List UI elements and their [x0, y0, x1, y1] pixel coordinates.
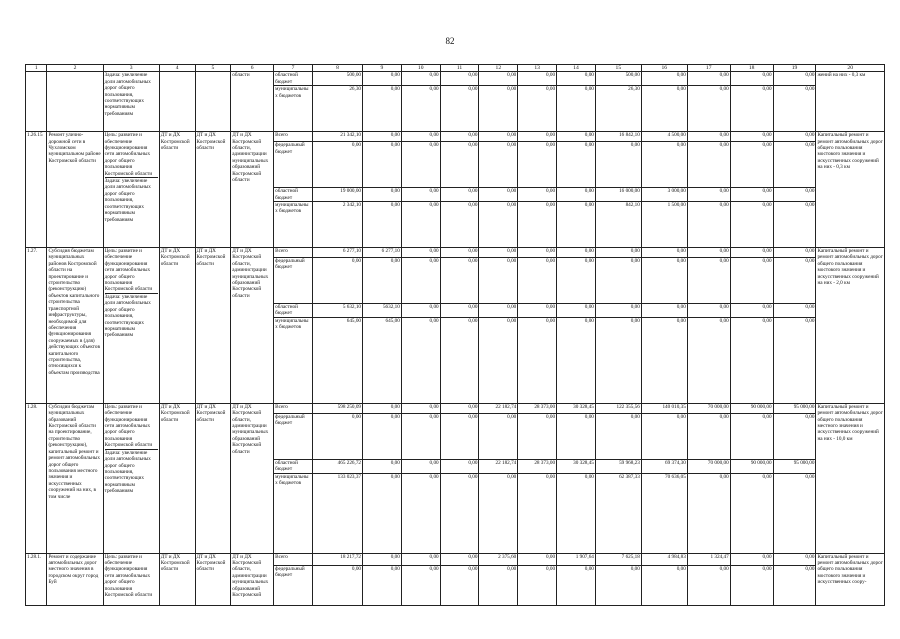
amount-cell: 0,00	[401, 202, 440, 248]
amount-cell: 0,00	[687, 248, 730, 258]
amount-cell: 0,00	[557, 473, 596, 553]
entry-name-cell: Ремонт и содержание автомобильных дорог местного значения в городском округ город Буй	[47, 553, 103, 605]
amount-cell: 0,00	[641, 72, 687, 86]
entry-number-cell: 1.28.	[26, 403, 47, 553]
amount-cell: 16 842,10	[595, 132, 641, 142]
amount-cell: 18 217,72	[312, 553, 362, 565]
funding-source-cell: Всего	[274, 403, 313, 413]
amount-cell: 0,00	[687, 202, 730, 248]
amount-cell: 0,00	[479, 132, 518, 142]
funding-source-cell: федеральный бюджет	[274, 565, 313, 605]
table-row	[26, 248, 885, 258]
amount-cell: 0,00	[479, 473, 518, 553]
amount-cell: 0,00	[363, 132, 402, 142]
amount-cell: 0,00	[773, 258, 816, 304]
result-cell: Капитальный ремонт и ремонт автомобильных дорог общего пользования мостового значения и искусственных сооружений на них - 2,0 км	[816, 248, 885, 404]
amount-cell: 133 023,37	[312, 473, 362, 553]
amount-cell: 0,00	[730, 72, 773, 86]
column-number-cell: 8	[312, 65, 362, 72]
amount-cell: 0,00	[730, 258, 773, 304]
result-cell: Капитальный ремонт и ремонт автомобильных дорог общего пользования мостового значения и искусственных сооружений на них - 0,3 км	[816, 132, 885, 248]
amount-cell: 0,00	[363, 565, 402, 605]
amount-cell: 0,00	[773, 142, 816, 188]
amount-cell: 0,00	[363, 553, 402, 565]
amount-cell: 90 000,00	[730, 403, 773, 413]
amount-cell: 0,00	[312, 565, 362, 605]
coexecutor-cell	[195, 72, 231, 132]
goal-task-cell	[103, 553, 159, 605]
amount-cell: 0,00	[595, 258, 641, 304]
amount-cell: 22 182,74	[479, 403, 518, 413]
amount-cell: 0,00	[363, 459, 402, 473]
amount-cell: 0,00	[557, 248, 596, 258]
amount-cell: 0,00	[730, 473, 773, 553]
amount-cell: 0,00	[595, 142, 641, 188]
amount-cell: 0,00	[363, 258, 402, 304]
amount-cell: 22 182,74	[479, 459, 518, 473]
amount-cell: 0,00	[401, 304, 440, 318]
amount-cell: 140 010,35	[641, 403, 687, 413]
amount-cell: 0,00	[479, 258, 518, 304]
amount-cell: 0,00	[687, 565, 730, 605]
amount-cell: 0,00	[440, 553, 479, 565]
column-number-row	[26, 65, 885, 72]
amount-cell: 0,00	[730, 248, 773, 258]
goal-text: Цель: развитие и обеспечение функционирования сети автомобильных дорог общего пользования Костромской области	[104, 132, 153, 177]
amount-cell: 0,00	[401, 248, 440, 258]
funding-source-cell: муниципальных бюджетов	[274, 86, 313, 132]
amount-cell: 0,00	[479, 248, 518, 258]
goal-task-cell	[103, 248, 159, 404]
amount-cell: 0,00	[401, 473, 440, 553]
amount-cell: 0,00	[518, 132, 557, 142]
amount-cell: 0,00	[730, 202, 773, 248]
amount-cell: 0,00	[479, 202, 518, 248]
amount-cell: 0,00	[312, 142, 362, 188]
amount-cell: 0,00	[440, 248, 479, 258]
entry-name-cell: Субсидии бюджетам муниципальных образований Костромской области на проектирование, строительство (реконструкцию), капитальный ремонт и ремонт автомобильных дорог общего пользования местного значения и искусственных сооружений на них, в том числе	[47, 403, 103, 553]
goal-task-cell: Задача: увеличение доли автомобильных дорог общего пользования, соответствующих нормативным требованиям	[103, 72, 159, 132]
amount-cell: 0,00	[687, 72, 730, 86]
amount-cell: 3 000,00	[641, 188, 687, 202]
amount-cell: 0,00	[363, 202, 402, 248]
amount-cell: 2 375,60	[479, 553, 518, 565]
amount-cell: 0,00	[773, 86, 816, 132]
amount-cell: 0,00	[440, 258, 479, 304]
amount-cell: 0,00	[557, 202, 596, 248]
amount-cell: 0,00	[479, 413, 518, 459]
amount-cell: 0,00	[641, 304, 687, 318]
amount-cell: 0,00	[557, 304, 596, 318]
page-number: 82	[445, 36, 455, 46]
executor-cell: ДТ и ДХ Костромской области	[159, 403, 195, 553]
funding-source-cell: областной бюджет	[274, 72, 313, 86]
amount-cell: 16 000,00	[595, 188, 641, 202]
funding-source-cell: Всего	[274, 248, 313, 258]
amount-cell: 0,00	[401, 188, 440, 202]
coexecutor-cell: ДТ и ДХ Костромской области	[195, 132, 231, 248]
executor-cell	[159, 72, 195, 132]
goal-task-cell	[103, 403, 159, 553]
goal-text: Цель: развитие и обеспечение функционирования сети автомобильных дорог общего пользования Костромской области	[104, 403, 153, 449]
amount-cell: 59 968,23	[595, 459, 641, 473]
amount-cell: 0,00	[641, 248, 687, 258]
amount-cell: 0,00	[557, 317, 596, 403]
amount-cell: 0,00	[773, 248, 816, 258]
result-cell: Капитальный ремонт и ремонт автомобильных дорог общего пользования местного значения и искусственных сооружений на них - 10,0 км	[816, 403, 885, 553]
amount-cell: 62 387,33	[595, 473, 641, 553]
amount-cell: 90 000,00	[730, 459, 773, 473]
amount-cell: 0,00	[595, 304, 641, 318]
entry-name-cell: Ремонт улично-дорожной сети в Чухломском муниципальном районе Костромской области	[47, 132, 103, 248]
amount-cell: 26,30	[312, 86, 362, 132]
column-number-cell: 5	[195, 65, 231, 72]
amount-cell: 0,00	[401, 317, 440, 403]
column-number-cell: 6	[231, 65, 274, 72]
name-cell	[47, 72, 103, 132]
participant-cell: ДТ и ДХ Костромской области, администрации муниципальных образований Костромской области	[231, 132, 274, 248]
amount-cell: 0,00	[641, 413, 687, 459]
amount-cell: 0,00	[730, 86, 773, 132]
num-cell	[26, 72, 47, 132]
amount-cell: 0,00	[440, 86, 479, 132]
amount-cell: 0,00	[440, 473, 479, 553]
table-row	[26, 403, 885, 413]
column-number-cell: 13	[518, 65, 557, 72]
amount-cell: 0,00	[518, 565, 557, 605]
entry-name-cell: Субсидия бюджетам муниципальных районов Костромской области на проектирование и строительство (реконструкцию) объектов капитального строительства транспортной инфраструктуры, необходимой для обеспечения функционирования сооружаемых в (для) действующих объектов капитального строительства, относящихся к объектам производства	[47, 248, 103, 404]
amount-cell: 500,00	[595, 72, 641, 86]
result-cell: жений на них - 0,3 км	[816, 72, 885, 132]
amount-cell: 0,00	[773, 317, 816, 403]
executor-cell: ДТ и ДХ Костромской области	[159, 132, 195, 248]
amount-cell: 0,00	[363, 473, 402, 553]
amount-cell: 0,00	[518, 473, 557, 553]
participant-cell: ДТ и ДХ Костромской области, администрации муниципальных образований Костромской	[231, 553, 274, 605]
amount-cell: 0,00	[557, 565, 596, 605]
amount-cell: 0,00	[440, 565, 479, 605]
amount-cell: 0,00	[687, 142, 730, 188]
amount-cell: 0,00	[518, 72, 557, 86]
amount-cell: 0,00	[518, 142, 557, 188]
amount-cell: 0,00	[440, 459, 479, 473]
amount-cell: 0,00	[557, 188, 596, 202]
amount-cell: 0,00	[687, 413, 730, 459]
amount-cell: 0,00	[687, 132, 730, 142]
coexecutor-cell: ДТ и ДХ Костромской области	[195, 248, 231, 404]
column-number-cell: 4	[159, 65, 195, 72]
column-number-cell: 10	[401, 65, 440, 72]
amount-cell: 0,00	[641, 258, 687, 304]
amount-cell: 0,00	[440, 317, 479, 403]
amount-cell: 0,00	[312, 258, 362, 304]
executor-cell: ДТ и ДХ Костромской области	[159, 248, 195, 404]
amount-cell: 0,00	[401, 553, 440, 565]
amount-cell: 0,00	[595, 413, 641, 459]
goal-text: Цель: развитие и обеспечение функционирования сети автомобильных дорог общего пользования Костромской области	[104, 553, 153, 599]
amount-cell: 0,00	[557, 142, 596, 188]
amount-cell: 0,00	[557, 132, 596, 142]
amount-cell: 0,00	[363, 72, 402, 86]
amount-cell: 0,00	[687, 304, 730, 318]
amount-cell: 122 355,56	[595, 403, 641, 413]
amount-cell: 0,00	[401, 132, 440, 142]
amount-cell: 0,00	[401, 413, 440, 459]
amount-cell: 0,00	[440, 403, 479, 413]
amount-cell: 95 000,00	[773, 459, 816, 473]
amount-cell: 0,00	[557, 72, 596, 86]
amount-cell: 0,00	[363, 403, 402, 413]
amount-cell: 0,00	[518, 248, 557, 258]
amount-cell: 465 226,72	[312, 459, 362, 473]
funding-source-cell: Всего	[274, 553, 313, 565]
amount-cell: 0,00	[518, 86, 557, 132]
amount-cell: 0,00	[730, 142, 773, 188]
amount-cell: 0,00	[401, 403, 440, 413]
amount-cell: 0,00	[518, 553, 557, 565]
column-number-cell: 7	[274, 65, 313, 72]
amount-cell: 0,00	[687, 258, 730, 304]
amount-cell: 0,00	[773, 72, 816, 86]
task-text: Задача: увеличение доли автомобильных дорог общего пользования, соответствующих нормативным требованиям	[105, 449, 158, 495]
entry-number-cell: 1.26.15	[26, 132, 47, 248]
amount-cell: 4 500,00	[641, 132, 687, 142]
goal-task-cell	[103, 132, 159, 248]
amount-cell: 0,00	[401, 86, 440, 132]
amount-cell: 0,00	[440, 72, 479, 86]
program-table	[25, 64, 885, 606]
column-number-cell: 18	[730, 65, 773, 72]
amount-cell: 0,00	[479, 86, 518, 132]
column-number-cell: 2	[47, 65, 103, 72]
amount-cell: 0,00	[557, 86, 596, 132]
amount-cell: 598 250,09	[312, 403, 362, 413]
amount-cell: 0,00	[773, 553, 816, 565]
amount-cell: 0,00	[401, 142, 440, 188]
funding-source-cell: муниципальных бюджетов	[274, 473, 313, 553]
amount-cell: 2 342,10	[312, 202, 362, 248]
amount-cell: 5632,10	[363, 304, 402, 318]
amount-cell: 0,00	[730, 304, 773, 318]
table-row	[26, 72, 885, 86]
funding-source-cell: областной бюджет	[274, 188, 313, 202]
amount-cell: 0,00	[557, 258, 596, 304]
entry-number-cell: 1.27.	[26, 248, 47, 404]
coexecutor-cell: ДТ и ДХ Костромской области	[195, 553, 231, 605]
amount-cell: 6 277,10	[363, 248, 402, 258]
participant-cell: ДТ и ДХ Костромской области, администрации муниципальных образований Костромской области	[231, 248, 274, 404]
participant-cell: области	[231, 72, 274, 132]
amount-cell: 0,00	[440, 188, 479, 202]
task-text: Задача: увеличение доли автомобильных дорог общего пользования, соответствующих нормативным требованиям	[105, 177, 158, 223]
amount-cell: 0,00	[730, 413, 773, 459]
amount-cell: 0,00	[440, 132, 479, 142]
amount-cell: 0,00	[773, 565, 816, 605]
amount-cell: 0,00	[595, 565, 641, 605]
amount-cell: 70 000,00	[687, 459, 730, 473]
amount-cell: 1 324,47	[687, 553, 730, 565]
column-number-cell: 1	[26, 65, 47, 72]
funding-source-cell: федеральный бюджет	[274, 413, 313, 459]
funding-source-cell: муниципальных бюджетов	[274, 317, 313, 403]
amount-cell: 21 342,10	[312, 132, 362, 142]
column-number-cell: 20	[816, 65, 885, 72]
amount-cell: 645,00	[363, 317, 402, 403]
task-text: Задача: увеличение доли автомобильных дорог общего пользования, соответствующих нормативным требованиям	[105, 293, 158, 339]
goal-text: Цель: развитие и обеспечение функционирования сети автомобильных дорог общего пользования Костромской области	[104, 248, 153, 293]
amount-cell: 19 000,00	[312, 188, 362, 202]
amount-cell: 0,00	[479, 304, 518, 318]
amount-cell: 0,00	[773, 202, 816, 248]
amount-cell: 0,00	[479, 188, 518, 202]
funding-source-cell: областной бюджет	[274, 304, 313, 318]
amount-cell: 0,00	[518, 258, 557, 304]
amount-cell: 28 373,00	[518, 403, 557, 413]
amount-cell: 0,00	[730, 317, 773, 403]
table-row	[26, 553, 885, 565]
amount-cell: 645,00	[312, 317, 362, 403]
amount-cell: 70 000,00	[687, 403, 730, 413]
amount-cell: 30 328,45	[557, 459, 596, 473]
amount-cell: 0,00	[518, 304, 557, 318]
result-cell: Капитальный ремонт и ремонт автомобильных дорог общего пользования мостового значения и искусственных соору-	[816, 553, 885, 605]
amount-cell: 0,00	[312, 413, 362, 459]
amount-cell: 0,00	[773, 413, 816, 459]
funding-source-cell: областной бюджет	[274, 459, 313, 473]
amount-cell: 0,00	[401, 459, 440, 473]
funding-source-cell: федеральный бюджет	[274, 142, 313, 188]
amount-cell: 7 625,18	[595, 553, 641, 565]
funding-source-cell: муниципальных бюджетов	[274, 202, 313, 248]
amount-cell: 0,00	[479, 565, 518, 605]
amount-cell: 26,30	[595, 86, 641, 132]
amount-cell: 0,00	[595, 248, 641, 258]
column-number-cell: 14	[557, 65, 596, 72]
column-number-cell: 11	[440, 65, 479, 72]
amount-cell: 70 636,05	[641, 473, 687, 553]
amount-cell: 0,00	[363, 413, 402, 459]
amount-cell: 0,00	[518, 188, 557, 202]
amount-cell: 30 328,45	[557, 403, 596, 413]
amount-cell: 0,00	[730, 132, 773, 142]
executor-cell: ДТ и ДХ Костромской области	[159, 553, 195, 605]
amount-cell: 0,00	[773, 132, 816, 142]
amount-cell: 0,00	[401, 72, 440, 86]
amount-cell: 0,00	[773, 304, 816, 318]
amount-cell: 6 277,10	[312, 248, 362, 258]
amount-cell: 0,00	[641, 565, 687, 605]
amount-cell: 0,00	[730, 553, 773, 565]
amount-cell: 0,00	[641, 317, 687, 403]
amount-cell: 0,00	[687, 188, 730, 202]
amount-cell: 0,00	[479, 72, 518, 86]
amount-cell: 0,00	[687, 473, 730, 553]
table-row	[26, 132, 885, 142]
funding-source-cell: Всего	[274, 132, 313, 142]
amount-cell: 0,00	[479, 142, 518, 188]
column-number-cell: 17	[687, 65, 730, 72]
entry-number-cell: 1.28.1.	[26, 553, 47, 605]
amount-cell: 500,00	[312, 72, 362, 86]
amount-cell: 0,00	[687, 317, 730, 403]
amount-cell: 0,00	[730, 565, 773, 605]
amount-cell: 842,10	[595, 202, 641, 248]
amount-cell: 0,00	[401, 565, 440, 605]
amount-cell: 4 984,83	[641, 553, 687, 565]
column-number-cell: 16	[641, 65, 687, 72]
amount-cell: 0,00	[440, 413, 479, 459]
participant-cell: ДТ и ДХ Костромской области, администрации муниципальных образований Костромской области	[231, 403, 274, 553]
amount-cell: 1 500,00	[641, 202, 687, 248]
amount-cell: 0,00	[730, 188, 773, 202]
amount-cell: 0,00	[440, 202, 479, 248]
amount-cell: 0,00	[440, 142, 479, 188]
amount-cell: 0,00	[773, 188, 816, 202]
column-number-cell: 12	[479, 65, 518, 72]
amount-cell: 0,00	[518, 413, 557, 459]
amount-cell: 0,00	[518, 317, 557, 403]
amount-cell: 5 632,10	[312, 304, 362, 318]
amount-cell: 0,00	[595, 317, 641, 403]
column-number-cell: 9	[363, 65, 402, 72]
column-number-cell: 19	[773, 65, 816, 72]
column-number-cell: 15	[595, 65, 641, 72]
amount-cell: 69 374,30	[641, 459, 687, 473]
amount-cell: 0,00	[363, 188, 402, 202]
amount-cell: 0,00	[687, 86, 730, 132]
amount-cell: 0,00	[401, 258, 440, 304]
coexecutor-cell: ДТ и ДХ Костромской области	[195, 403, 231, 553]
amount-cell: 0,00	[363, 142, 402, 188]
column-number-cell: 3	[103, 65, 159, 72]
amount-cell: 0,00	[440, 304, 479, 318]
amount-cell: 0,00	[518, 202, 557, 248]
amount-cell: 28 373,00	[518, 459, 557, 473]
amount-cell: 0,00	[557, 413, 596, 459]
amount-cell: 1 907,64	[557, 553, 596, 565]
funding-source-cell: федеральный бюджет	[274, 258, 313, 304]
amount-cell: 0,00	[479, 317, 518, 403]
amount-cell: 95 000,00	[773, 403, 816, 413]
amount-cell: 0,00	[773, 473, 816, 553]
amount-cell: 0,00	[363, 86, 402, 132]
amount-cell: 0,00	[641, 142, 687, 188]
amount-cell: 0,00	[641, 86, 687, 132]
